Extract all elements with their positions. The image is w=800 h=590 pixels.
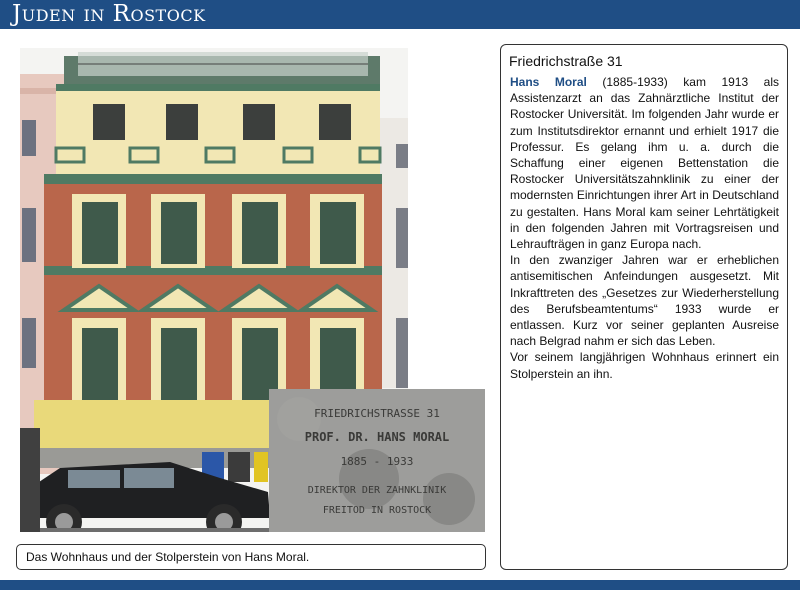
- photo-caption-box: [16, 544, 486, 570]
- stone-line-role: DIREKTOR DER ZAHNKLINIK: [307, 485, 447, 496]
- person-link-hans-moral[interactable]: Hans Moral: [510, 75, 587, 89]
- paragraph-1-text: (1885-1933) kam 1913 als Assistenzarzt an das Zahnärztliche Institut der Rostocker Universität. Im folgenden Jahr wurde er zum Institutsdirektor ernannt und erhielt 1917 die Professur. Es gelang ihm u. a. durch die Schaffung einer eigenen Bettenstation die Rostocker Universitätszahnklinik zu einer der modernsten Einrichtungen ihrer Art in Deutschland zu gestalten. Hans Moral kam seiner Lehrtätigkeit in den folgenden Jahren mit Vortragsreisen und Lehraufträgen in ganz Europa nach.: [510, 75, 780, 252]
- article-paragraph-2: In den zwanziger Jahren war er erheblichen antisemitischen Anfeindungen ausgesetzt. Mit Inkrafttreten des „Gesetzes zur Wiederherstellung des Berufsbeamtentums“ 1933 wurde er entlassen. Kurz vor seiner geplanten Ausreise nach Belgrad nahm er sich das Leben.: [510, 253, 779, 349]
- article-body: [510, 74, 779, 382]
- stone-line-street: FRIEDRICHSTRASSE 31: [314, 407, 440, 420]
- stone-line-fate: FREITOD IN ROSTOCK: [322, 505, 432, 516]
- footer-bar: [0, 580, 800, 590]
- header-bar: [0, 0, 800, 29]
- photo-caption: Das Wohnhaus und der Stolperstein von Hans Moral.: [26, 550, 310, 564]
- stone-line-years: 1885 - 1933: [340, 455, 414, 468]
- article-title: Friedrichstraße 31: [509, 53, 623, 69]
- article-paragraph-1: [510, 74, 779, 252]
- stone-line-name: PROF. DR. HANS MORAL: [304, 430, 450, 444]
- stolperstein-photo: [269, 389, 485, 532]
- article-panel: [500, 44, 788, 570]
- article-paragraph-3: Vor seinem langjährigen Wohnhaus erinnert ein Stolperstein an ihn.: [510, 350, 779, 381]
- site-title: Juden in Rostock: [12, 1, 206, 27]
